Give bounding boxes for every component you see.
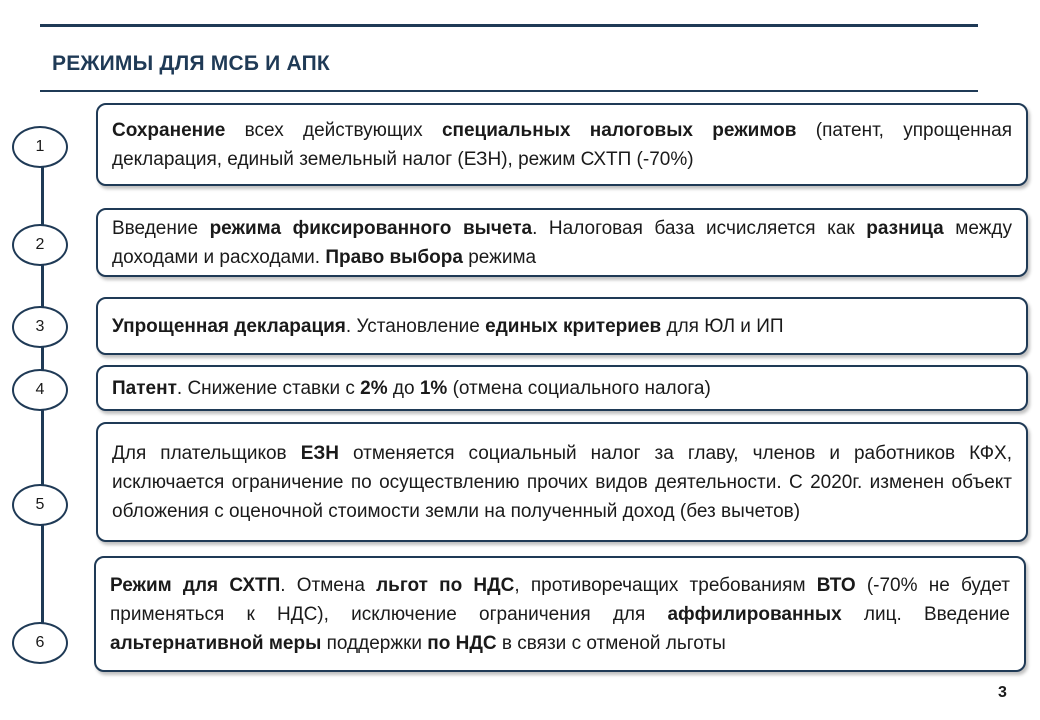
step-number-6: 6 [12,622,68,664]
top-rule [40,24,978,27]
item-box-2 [96,208,1028,277]
step-number-4: 4 [12,369,68,411]
item-text-4 [112,374,1012,403]
text-segment: режима фиксированного вычета [209,217,533,239]
text-segment: для ЮЛ и ИП [661,315,784,337]
item-box-1 [96,103,1028,186]
text-segment: режима [462,246,537,268]
text-segment: ЕЗН [300,442,339,464]
text-segment: всех действующих [225,119,442,141]
text-segment: . Установление [345,315,486,337]
text-segment: Патент [112,377,177,399]
item-box-4 [96,365,1028,411]
text-segment: (патент, упрощенная декларация, единый земельный налог (ЕЗН), режим СХТП (-70%) [112,119,1012,170]
text-segment: по НДС [427,632,497,654]
text-segment: . Снижение ставки с [176,377,361,399]
step-number-5: 5 [12,484,68,526]
item-text-1 [112,116,1012,174]
text-segment: льгот по НДС [376,574,515,596]
page-number: 3 [998,684,1007,701]
text-segment: Введение [112,217,210,239]
item-text-6 [110,571,1010,658]
text-segment: между доходами и расходами. [112,217,1012,268]
text-segment: Право выбора [325,246,463,268]
text-segment: лиц. Введение [841,603,1010,625]
text-segment: Для плательщиков [112,442,301,464]
item-text-2 [112,214,1012,272]
step-number-3: 3 [12,306,68,348]
text-segment: разница [866,217,944,239]
text-segment: альтернативной меры [110,632,322,654]
title-rule [40,90,978,92]
text-segment: Режим для СХТП [110,574,281,596]
text-segment: . Налоговая база исчисляется как [532,217,867,239]
text-segment: (отмена социального налога) [447,377,711,399]
text-segment: (-70% не будет применяться к НДС), исключение ограничения для [110,574,1011,625]
item-box-5 [96,422,1028,542]
text-segment: до [387,377,420,399]
item-box-3 [96,297,1028,355]
text-segment: ВТО [816,574,856,596]
item-box-6 [94,556,1026,672]
text-segment: специальных налоговых режимов [441,119,797,141]
text-segment: поддержки [321,632,428,654]
text-segment: Сохранение [112,119,226,141]
text-segment: единых критериев [485,315,662,337]
text-segment: , противоречащих требованиям [514,574,817,596]
text-segment: . Отмена [280,574,377,596]
text-segment: в связи с отменой льготы [496,632,726,654]
text-segment: отменяется социальный налог за главу, членов и работников КФХ, исключается ограничение по осуществлению прочих видов деятельности. С 2020г. изменен объект обложения с оценочной стоимости земли на полученный доход (без вычетов) [112,442,1012,522]
text-segment: 2% [360,377,388,399]
text-segment: аффилированных [667,603,842,625]
slide-title: РЕЖИМЫ ДЛЯ МСБ И АПК [52,52,330,75]
step-number-1: 1 [12,126,68,168]
step-number-2: 2 [12,224,68,266]
item-text-5 [112,439,1012,526]
item-text-3 [112,312,1012,341]
text-segment: 1% [419,377,448,399]
text-segment: Упрощенная декларация [112,315,346,337]
